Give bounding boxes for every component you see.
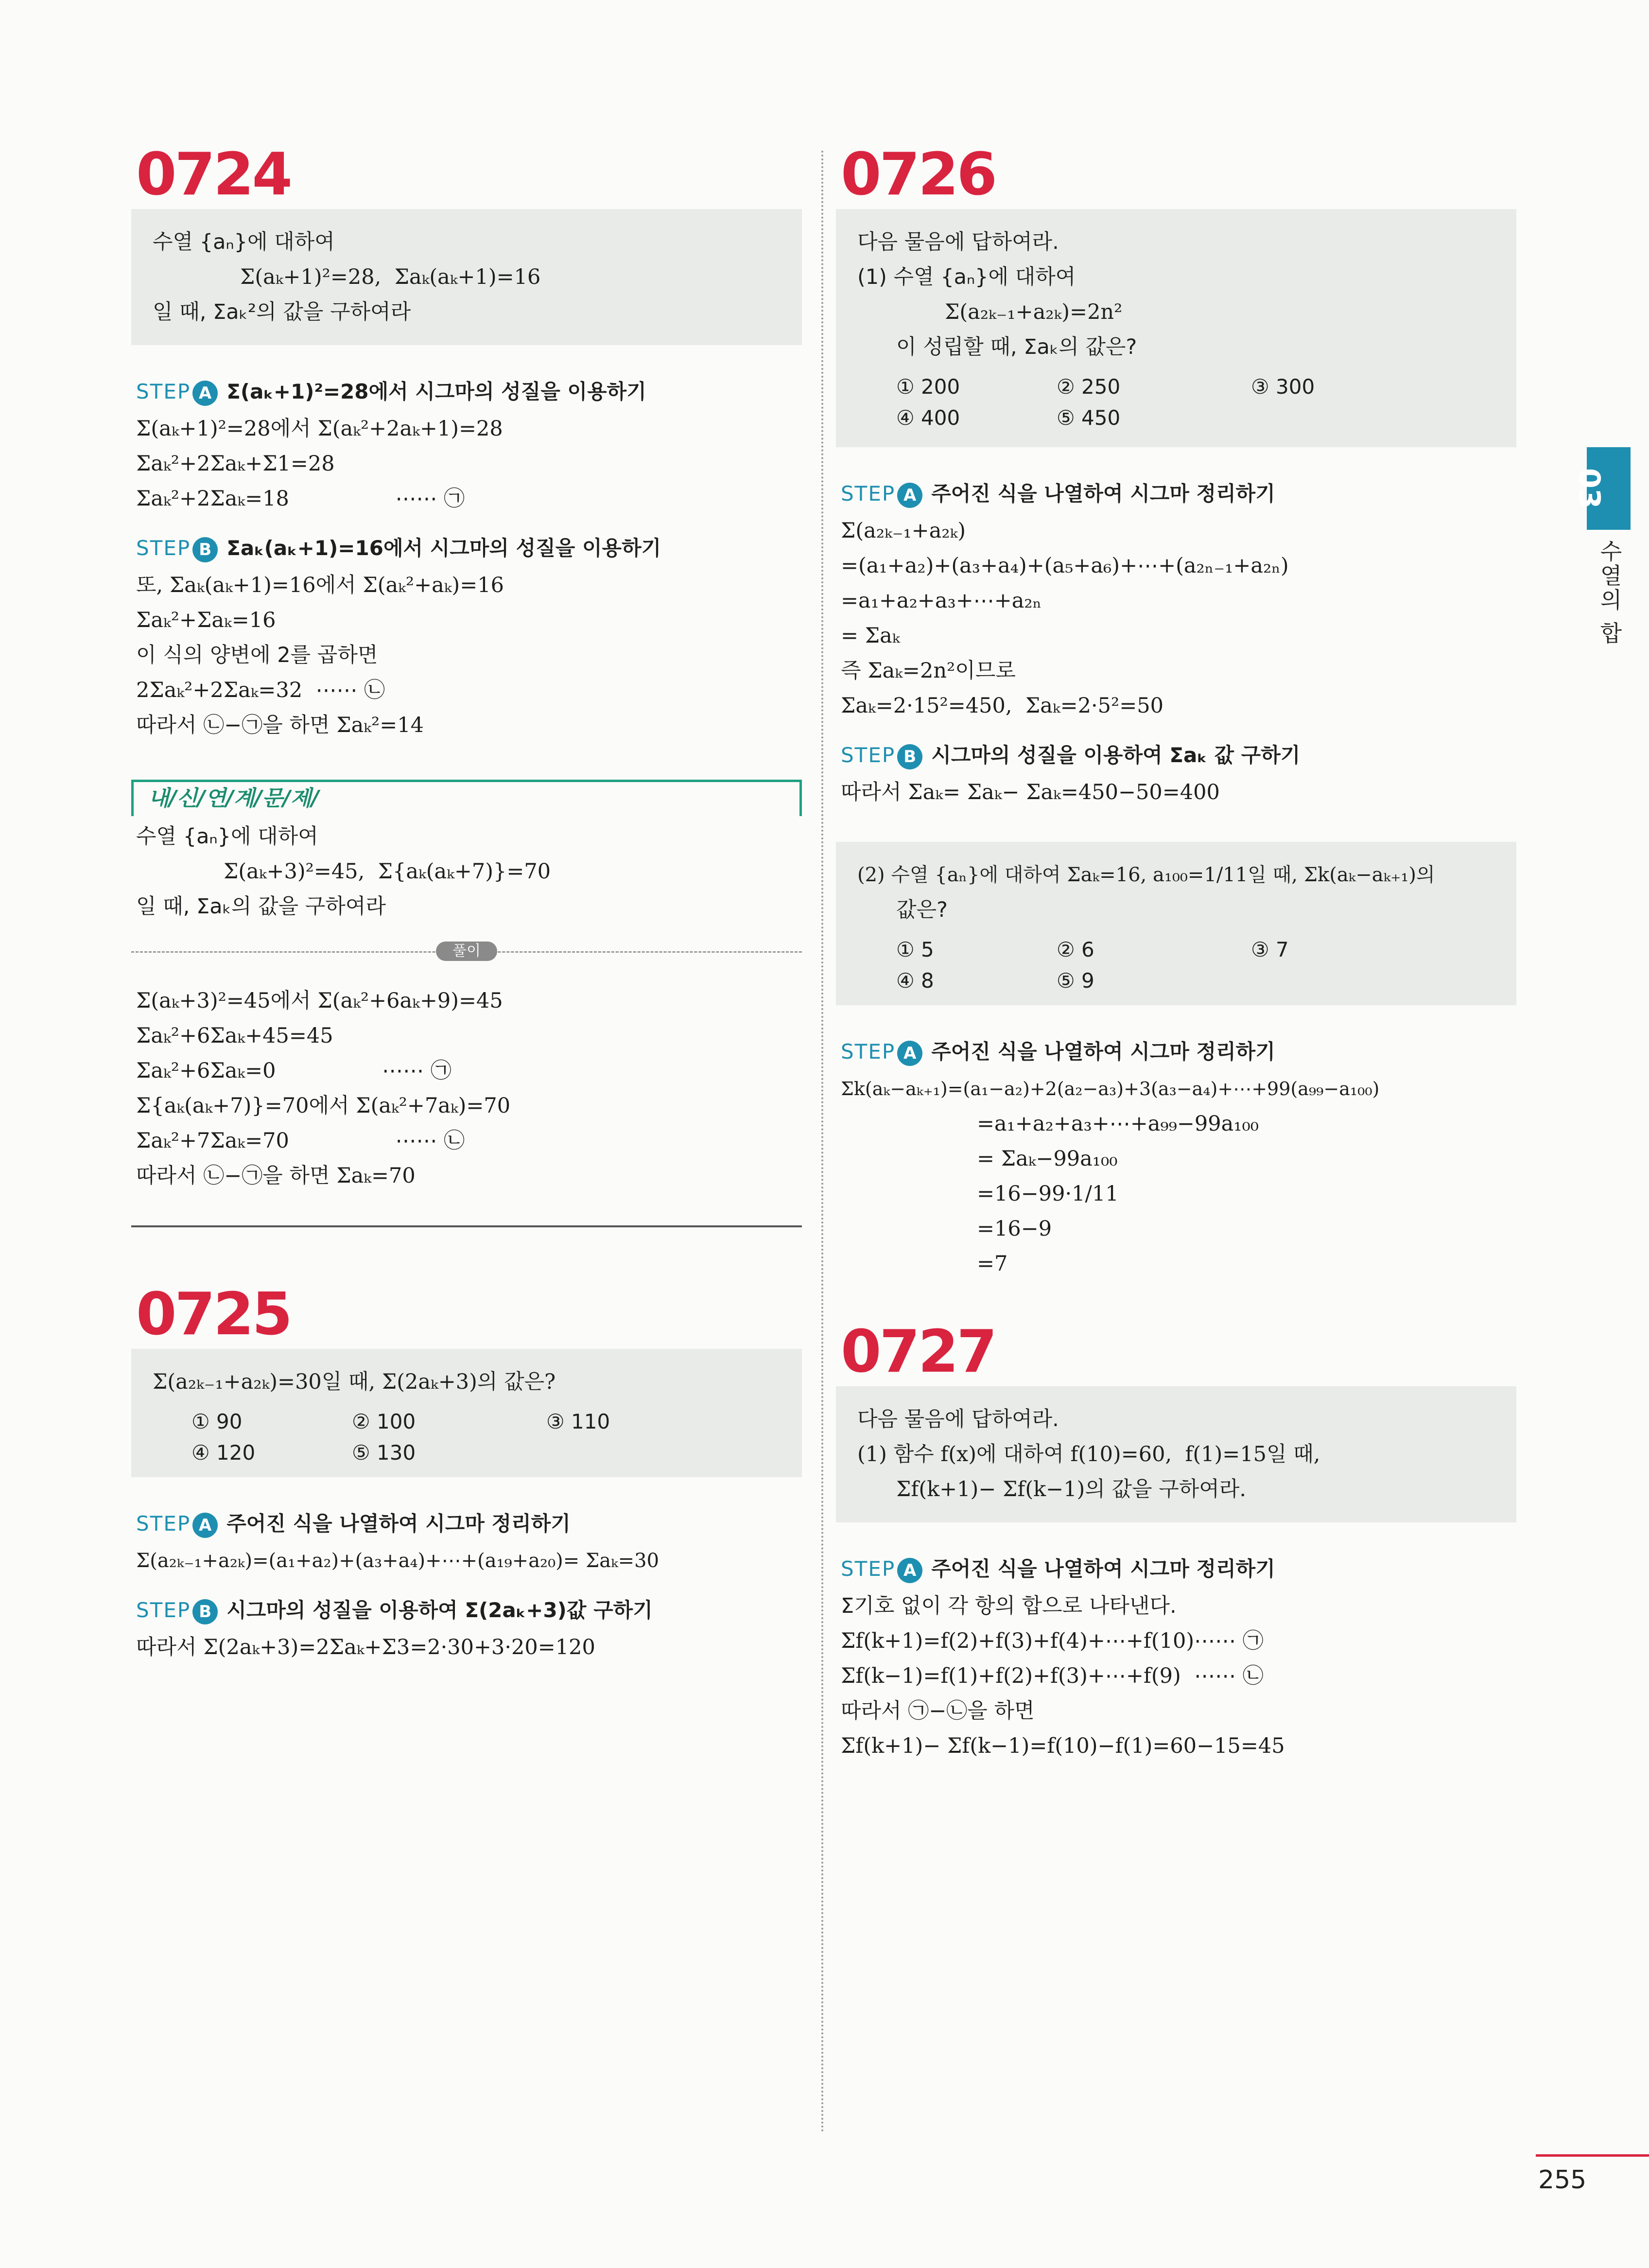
solution-line: Σaₖ²+7Σaₖ=70 ⋯⋯ ㉡ (136, 1129, 465, 1153)
solution-line: 따라서 Σ(2aₖ+3)=2Σaₖ+Σ3=2·30+3·20=120 (136, 1635, 595, 1659)
problem-formula: Σ(aₖ+1)²=28, Σaₖ(aₖ+1)=16 (240, 265, 541, 289)
choice-list (896, 934, 1500, 996)
step-badge: A (192, 381, 218, 406)
choice-2[interactable]: ② 250 (1057, 375, 1121, 399)
step-b-heading: STEP B Σaₖ(aₖ+1)=16에서 시그마의 성질을 이용하기 (136, 531, 802, 566)
choice-2[interactable]: ② 6 (1057, 938, 1094, 961)
choice-list (896, 371, 1500, 434)
solution-line: Σ(aₖ+3)²=45에서 Σ(aₖ²+6aₖ+9)=45 (136, 989, 503, 1013)
problem-text: 수열 {aₙ}에 대하여 (136, 824, 318, 849)
problem-formula: Σ(aₖ+3)²=45, Σ{aₖ(aₖ+7)}=70 (224, 859, 551, 884)
problem-text: 다음 물음에 답하여라. (857, 230, 1059, 254)
solution-line: 따라서 ㉠−㉡을 하면 (841, 1699, 1035, 1723)
problem-box-0726-1 (836, 209, 1516, 447)
solution-line: Σ(aₖ+1)²=28에서 Σ(aₖ²+2aₖ+1)=28 (136, 417, 503, 441)
problem-text: 다음 물음에 답하여라. (857, 1407, 1059, 1431)
problem-number-0727: 0727 (841, 1318, 995, 1386)
step-b-heading: STEP B 시그마의 성질을 이용하여 Σ(2aₖ+3)값 구하기 (136, 1593, 802, 1628)
step-b-heading: STEP B 시그마의 성질을 이용하여 Σaₖ 값 구하기 (841, 738, 1516, 773)
step-a-heading: STEP A 주어진 식을 나열하여 시그마 정리하기 (136, 1506, 802, 1541)
left-column (131, 141, 802, 1667)
right-column (836, 141, 1516, 1765)
problem-text: 일 때, Σaₖ의 값을 구하여라 (136, 894, 386, 919)
solution-line: = Σaₖ (841, 624, 900, 648)
choice-3[interactable]: ③ 7 (1251, 938, 1289, 961)
page-number-rule (1536, 2154, 1649, 2157)
page-number: 255 (1538, 2165, 1587, 2195)
step-a-heading: STEP A Σ(aₖ+1)²=28에서 시그마의 성질을 이용하기 (136, 374, 802, 409)
choice-4[interactable]: ④ 8 (896, 969, 934, 993)
problem-text: Σ(a₂ₖ₋₁+a₂ₖ)=30일 때, Σ(2aₖ+3)의 값은? (153, 1370, 556, 1394)
solution-line: Σf(k+1)=f(2)+f(3)+f(4)+⋯+f(10)⋯⋯ ㉠ (841, 1629, 1264, 1653)
choice-5[interactable]: ⑤ 450 (1057, 406, 1121, 430)
problem-formula: Σf(k+1)− Σf(k−1)의 값을 구하여라. (896, 1477, 1247, 1501)
problem-text: (1) 함수 f(x)에 대하여 f(10)=60, f(1)=15일 때, (857, 1442, 1320, 1466)
solution-line: 2Σaₖ²+2Σaₖ=32 ⋯⋯ ㉡ (136, 678, 385, 702)
solution-label: 풀이 (436, 942, 497, 961)
solution-line: Σ(a₂ₖ₋₁+a₂ₖ) (841, 519, 966, 543)
solution-line: 따라서 Σaₖ= Σaₖ− Σaₖ=450−50=400 (841, 780, 1220, 804)
choice-1[interactable]: ① 200 (896, 375, 960, 399)
solution-line: Σaₖ²+Σaₖ=16 (136, 608, 276, 632)
solution-line: =(a₁+a₂)+(a₃+a₄)+(a₅+a₆)+⋯+(a₂ₙ₋₁+a₂ₙ) (841, 554, 1289, 578)
solution-line: = Σaₖ−99a₁₀₀ (977, 1147, 1118, 1171)
solution-line: Σk(aₖ−aₖ₊₁)=(a₁−a₂)+2(a₂−a₃)+3(a₃−a₄)+⋯+99(a₉₉−a₁₀₀) (841, 1078, 1380, 1099)
choice-2[interactable]: ② 100 (352, 1410, 416, 1433)
choice-5[interactable]: ⑤ 130 (352, 1441, 416, 1465)
solution-line: Σaₖ²+2Σaₖ=18 ⋯⋯ ㉠ (136, 487, 465, 511)
solution-line: 따라서 ㉡−㉠을 하면 Σaₖ²=14 (136, 713, 424, 737)
related-problem-header: 내/신/연/계/문/제/ (131, 780, 802, 816)
problem-text: (1) 수열 {aₙ}에 대하여 (857, 265, 1076, 289)
problem-box-0725 (131, 1349, 802, 1477)
step-a-heading: STEP A 주어진 식을 나열하여 시그마 정리하기 (841, 1034, 1516, 1069)
choice-4[interactable]: ④ 120 (191, 1441, 256, 1465)
solution-line: =a₁+a₂+a₃+⋯+a₉₉−99a₁₀₀ (977, 1112, 1259, 1136)
problem-formula: Σ(a₂ₖ₋₁+a₂ₖ)=2n² (945, 300, 1123, 324)
problem-text: 수열 {aₙ}에 대하여 (153, 230, 335, 254)
problem-number-0726: 0726 (841, 141, 995, 209)
solution-line: =7 (977, 1252, 1008, 1276)
problem-number-0725: 0725 (136, 1281, 291, 1348)
solution-divider (131, 942, 802, 961)
column-divider (821, 151, 823, 2134)
solution-line: Σ(a₂ₖ₋₁+a₂ₖ)=(a₁+a₂)+(a₃+a₄)+⋯+(a₁₉+a₂₀)= Σaₖ=30 (136, 1550, 660, 1572)
chapter-label: 수열의 합 (1597, 540, 1623, 646)
choice-3[interactable]: ③ 110 (546, 1410, 610, 1433)
solution-line: =16−9 (977, 1217, 1052, 1241)
step-badge: A (192, 1513, 218, 1538)
step-badge: A (897, 483, 922, 508)
solution-line: Σ기호 없이 각 항의 합으로 나타낸다. (841, 1594, 1177, 1618)
solution-line: =16−99·1/11 (977, 1182, 1119, 1206)
solution-line: Σf(k−1)=f(1)+f(2)+f(3)+⋯+f(9) ⋯⋯ ㉡ (841, 1664, 1264, 1688)
choice-5[interactable]: ⑤ 9 (1057, 969, 1094, 993)
step-badge: B (192, 537, 218, 562)
problem-text: 일 때, Σaₖ²의 값을 구하여라 (153, 300, 411, 324)
choice-4[interactable]: ④ 400 (896, 406, 960, 430)
step-badge: A (897, 1558, 922, 1583)
step-a-heading: STEP A 주어진 식을 나열하여 시그마 정리하기 (841, 1552, 1516, 1587)
solution-line: Σaₖ²+6Σaₖ+45=45 (136, 1024, 333, 1048)
problem-text: (2) 수열 {aₙ}에 대하여 Σaₖ=16, a₁₀₀=1/11일 때, Σk(aₖ−aₖ₊₁)의 (857, 864, 1435, 886)
solution-line: 또, Σaₖ(aₖ+1)=16에서 Σ(aₖ²+aₖ)=16 (136, 573, 504, 597)
solution-line: 즉 Σaₖ=2n²이므로 (841, 659, 1016, 683)
solution-line: =a₁+a₂+a₃+⋯+a₂ₙ (841, 589, 1042, 613)
step-a-heading: STEP A 주어진 식을 나열하여 시그마 정리하기 (841, 476, 1516, 511)
solution-line: Σaₖ²+6Σaₖ=0 ⋯⋯ ㉠ (136, 1059, 451, 1083)
step-badge: B (192, 1599, 218, 1624)
problem-text: 이 성립할 때, Σaₖ의 값은? (896, 335, 1137, 359)
solution-line: Σf(k+1)− Σf(k−1)=f(10)−f(1)=60−15=45 (841, 1734, 1285, 1758)
problem-text: 값은? (896, 898, 948, 922)
chapter-tab: 03 (1587, 447, 1631, 530)
solution-line: Σaₖ²+2Σaₖ+Σ1=28 (136, 452, 335, 476)
choice-1[interactable]: ① 90 (191, 1410, 243, 1433)
choice-3[interactable]: ③ 300 (1251, 375, 1315, 399)
choice-1[interactable]: ① 5 (896, 938, 934, 961)
problem-box-0727 (836, 1386, 1516, 1522)
choice-list (191, 1406, 785, 1468)
problem-number-0724: 0724 (136, 141, 291, 209)
solution-line: Σaₖ=2·15²=450, Σaₖ=2·5²=50 (841, 694, 1163, 718)
solution-line: Σ{aₖ(aₖ+7)}=70에서 Σ(aₖ²+7aₖ)=70 (136, 1094, 511, 1118)
step-badge: A (897, 1041, 922, 1066)
solution-line: 이 식의 양변에 2를 곱하면 (136, 643, 378, 667)
problem-box-0724 (131, 209, 802, 345)
problem-box-0726-2 (836, 842, 1516, 1005)
step-badge: B (897, 744, 922, 769)
section-rule (131, 1225, 802, 1227)
solution-line: 따라서 ㉡−㉠을 하면 Σaₖ=70 (136, 1164, 416, 1188)
